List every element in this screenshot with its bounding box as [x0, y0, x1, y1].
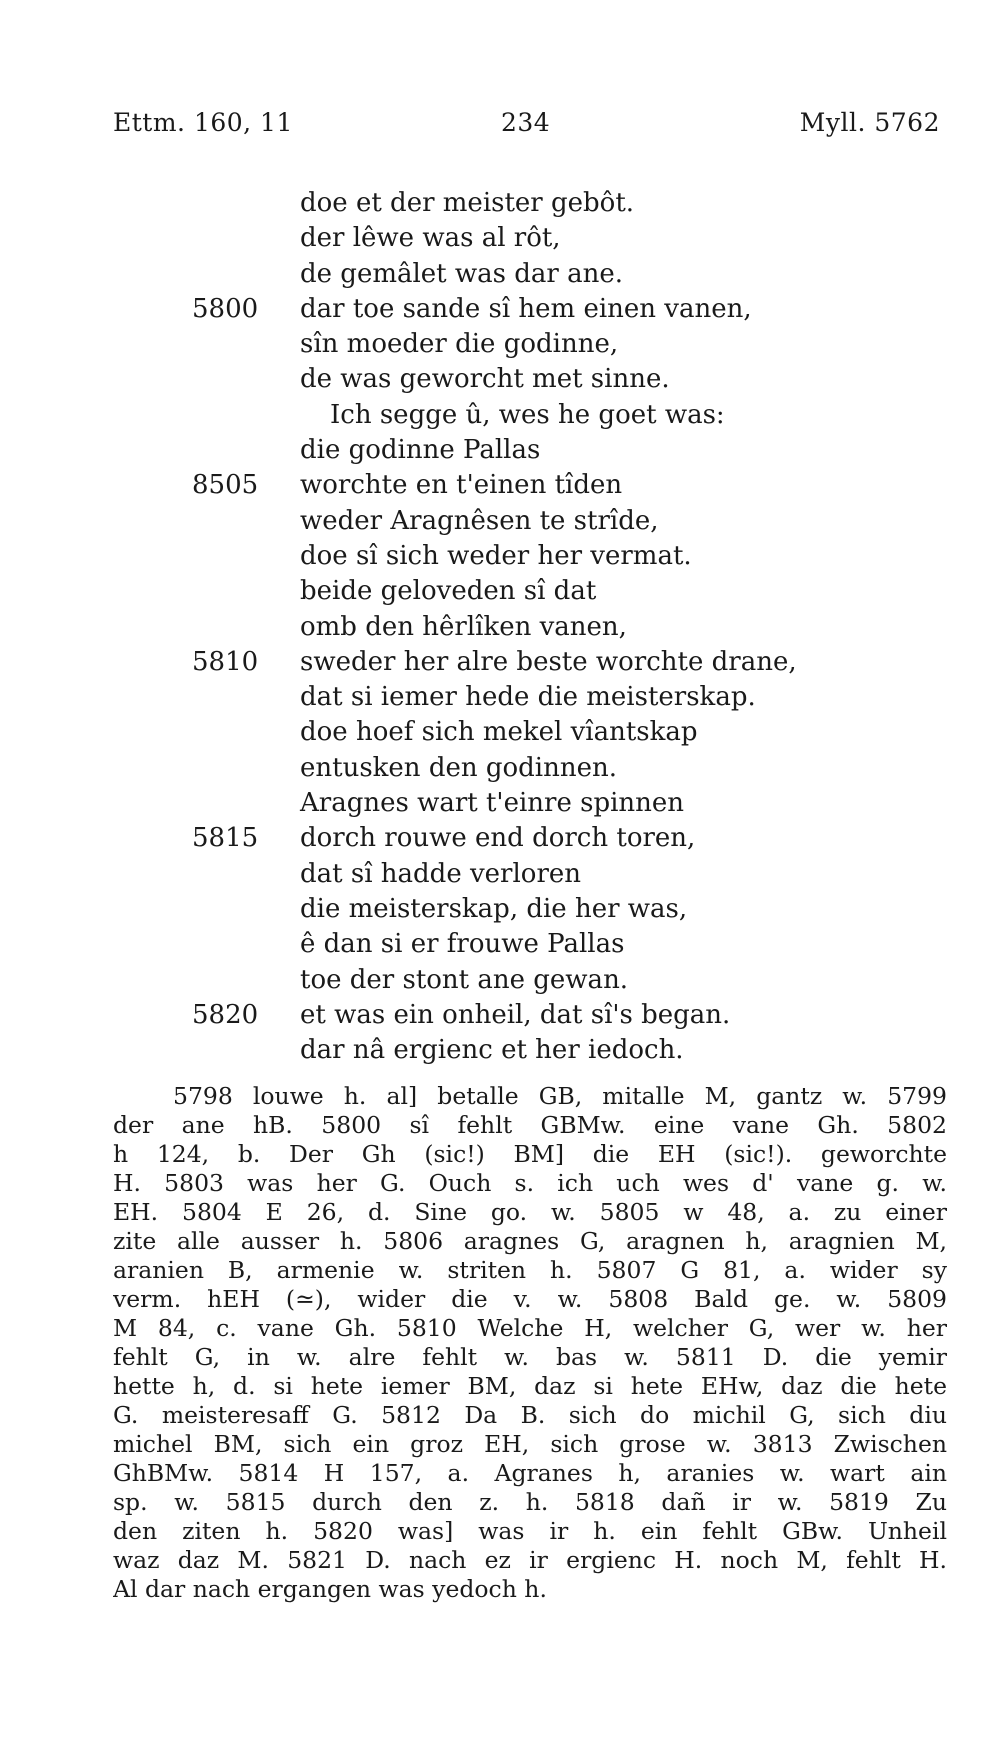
- header-left-reference: Ettm. 160, 11: [113, 108, 293, 137]
- verse-line: [0, 468, 1000, 503]
- verse-line: [0, 362, 1000, 397]
- apparatus-line: GhBMw. 5814 H 157, a. Agranes h, aranies w. wart ain: [113, 1459, 947, 1487]
- verse-line-text: doe et der meister gebôt.: [300, 188, 635, 218]
- verse-line-text: entusken den godinnen.: [300, 752, 618, 783]
- verse-line: [0, 857, 1000, 892]
- line-number: 5820: [192, 999, 259, 1030]
- apparatus-line: EH. 5804 E 26, d. Sine go. w. 5805 w 48, a. zu einer: [113, 1198, 947, 1226]
- verse-line-text: dar nâ ergienc et her iedoch.: [300, 1035, 684, 1066]
- verse-text-block: [0, 186, 1000, 1068]
- verse-line-text: dar toe sande sî hem einen vanen,: [300, 293, 752, 324]
- verse-line: [0, 963, 1000, 998]
- page-number: 234: [501, 108, 551, 137]
- verse-line-text: die meisterskap, die her was,: [300, 893, 688, 924]
- line-number: 5800: [192, 293, 259, 324]
- line-number: 5810: [192, 646, 259, 677]
- verse-line: [0, 257, 1000, 292]
- header-right-reference: Myll. 5762: [799, 108, 940, 137]
- verse-line-text: worchte en t'einen tîden: [300, 470, 623, 501]
- apparatus-line: H. 5803 was her G. Ouch s. ich uch wes d' vane g. w.: [113, 1169, 947, 1197]
- verse-line-text: de was geworcht met sinne.: [300, 364, 670, 395]
- verse-line: [0, 221, 1000, 256]
- verse-line-text: sweder her alre beste worchte drane,: [300, 646, 797, 677]
- verse-line: [0, 327, 1000, 362]
- verse-line: [0, 998, 1000, 1033]
- verse-line: [0, 751, 1000, 786]
- running-header: [113, 108, 940, 144]
- verse-line: [0, 186, 1000, 221]
- verse-line: [0, 433, 1000, 468]
- apparatus-line: M 84, c. vane Gh. 5810 Welche H, welcher G, wer w. her: [113, 1314, 947, 1342]
- apparatus-line: sp. w. 5815 durch den z. h. 5818 dañ ir w. 5819 Zu: [113, 1488, 947, 1516]
- verse-line-text: Aragnes wart t'einre spinnen: [300, 788, 685, 819]
- apparatus-line: waz daz M. 5821 D. nach ez ir ergienc H. noch M, fehlt H.: [113, 1546, 947, 1574]
- apparatus-line: hette h, d. si hete iemer BM, daz si hete EHw, daz die hete: [113, 1372, 947, 1400]
- apparatus-line: h 124, b. Der Gh (sic!) BM] die EH (sic!). geworchte: [113, 1140, 947, 1168]
- verse-line-text: omb den hêrlîken vanen,: [300, 611, 627, 642]
- verse-line-text: ê dan si er frouwe Pallas: [300, 929, 625, 960]
- verse-line-text: doe sî sich weder her vermat.: [300, 540, 692, 571]
- verse-line: [0, 539, 1000, 574]
- verse-line: [0, 892, 1000, 927]
- verse-line-text: dat si iemer hede die meisterskap.: [300, 682, 756, 713]
- verse-line: [0, 398, 1000, 433]
- apparatus-line: michel BM, sich ein groz EH, sich grose w. 3813 Zwischen: [113, 1430, 947, 1458]
- verse-line: [0, 1033, 1000, 1068]
- verse-line-text: toe der stont ane gewan.: [300, 964, 629, 995]
- apparatus-line: der ane hB. 5800 sî fehlt GBMw. eine vane Gh. 5802: [113, 1111, 947, 1139]
- verse-line-text: sîn moeder die godinne,: [300, 329, 619, 360]
- line-number: 8505: [192, 470, 259, 501]
- verse-line: [0, 786, 1000, 821]
- apparatus-line: aranien B, armenie w. striten h. 5807 G 81, a. wider sy: [113, 1256, 947, 1284]
- apparatus-line: G. meisteresaff G. 5812 Da B. sich do michil G, sich diu: [113, 1401, 947, 1429]
- apparatus-line: Al dar nach ergangen was yedoch h.: [113, 1575, 547, 1603]
- verse-line: [0, 574, 1000, 609]
- apparatus-line: zite alle ausser h. 5806 aragnes G, aragnen h, aragnien M,: [113, 1227, 947, 1255]
- verse-line-text: et was ein onheil, dat sî's began.: [300, 999, 731, 1030]
- verse-line: [0, 645, 1000, 680]
- verse-line: [0, 680, 1000, 715]
- verse-line-text: dorch rouwe end dorch toren,: [300, 823, 696, 854]
- apparatus-line: 5798 louwe h. al] betalle GB, mitalle M, gantz w. 5799: [173, 1082, 947, 1110]
- verse-line: [0, 504, 1000, 539]
- verse-line: [0, 821, 1000, 856]
- verse-line-text: die godinne Pallas: [300, 435, 541, 466]
- verse-line-text: weder Aragnêsen te strîde,: [300, 505, 659, 536]
- apparatus-line: verm. hEH (≃), wider die v. w. 5808 Bald ge. w. 5809: [113, 1285, 947, 1313]
- apparatus-line: fehlt G, in w. alre fehlt w. bas w. 5811 D. die yemir: [113, 1343, 947, 1371]
- line-number: 5815: [192, 823, 259, 854]
- verse-line: [0, 715, 1000, 750]
- verse-line-text: beide geloveden sî dat: [300, 576, 597, 607]
- critical-apparatus: [113, 1082, 947, 1604]
- verse-line-text: dat sî hadde verloren: [300, 858, 581, 889]
- verse-line-text: doe hoef sich mekel vîantskap: [300, 717, 698, 748]
- verse-line: [0, 610, 1000, 645]
- verse-line-text: de gemâlet was dar ane.: [300, 258, 623, 289]
- verse-line-text: Ich segge û, wes he goet was:: [330, 399, 725, 430]
- verse-line-text: der lêwe was al rôt,: [300, 223, 561, 254]
- verse-line: [0, 292, 1000, 327]
- verse-line: [0, 927, 1000, 962]
- apparatus-line: den ziten h. 5820 was] was ir h. ein fehlt GBw. Unheil: [113, 1517, 947, 1545]
